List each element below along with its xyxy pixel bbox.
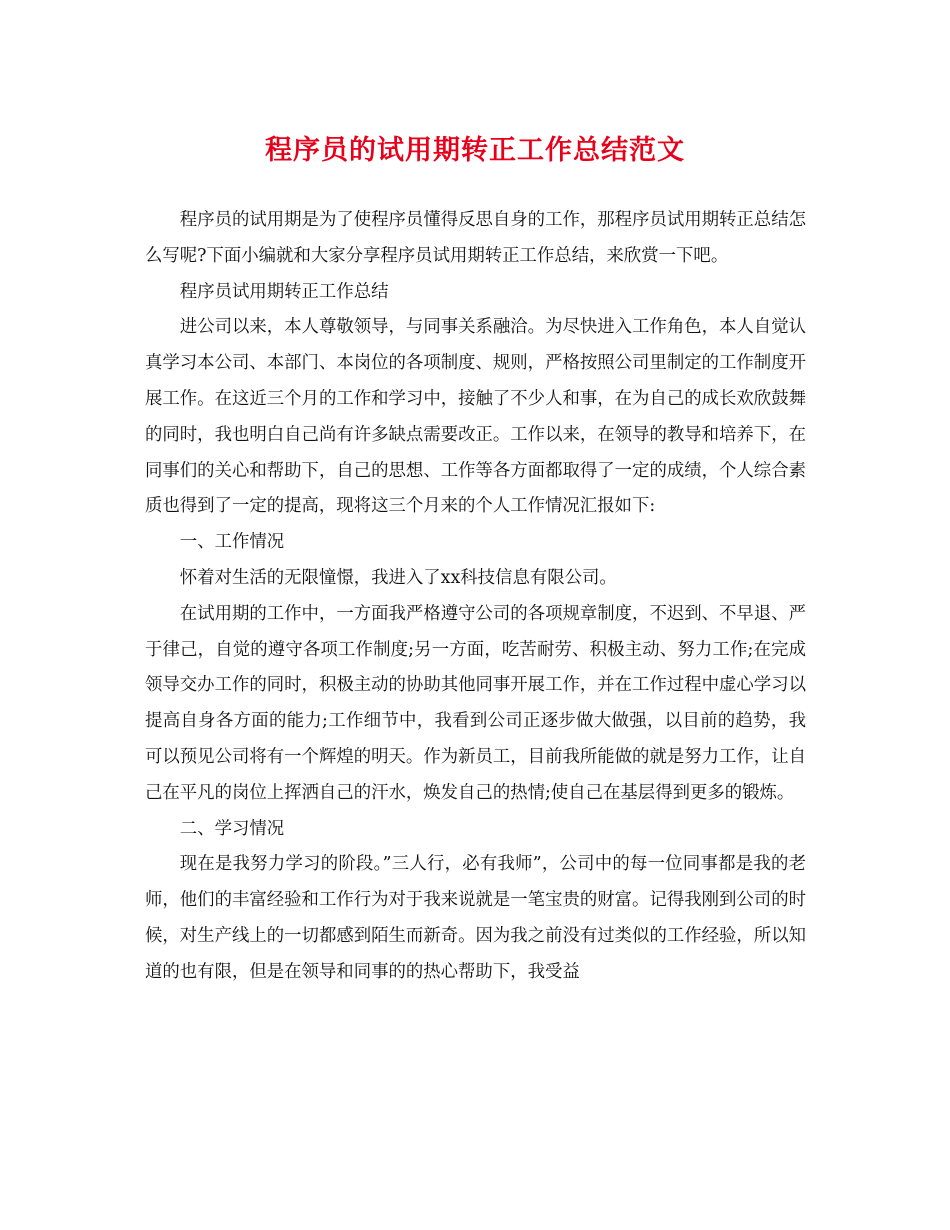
- body-paragraph: 现在是我努力学习的阶段。”三人行，必有我师”，公司中的每一位同事都是我的老师，他们的丰富经验和工作行为对于我来说就是一笔宝贵的财富。记得我刚到公司的时候，对生产线上的一切都感到陌生而新奇。因为我之前没有过类似的工作经验，所以知道的也有限，但是在领导和同事的的热心帮助下，我受益: [145, 854, 806, 982]
- body-paragraph: 怀着对生活的无限憧憬，我进入了xx科技信息有限公司。: [179, 567, 617, 588]
- section-heading-study: 二、学习情况: [179, 818, 285, 839]
- document-body: [145, 203, 806, 991]
- document-title: 程序员的试用期转正工作总结范文: [265, 135, 685, 166]
- body-paragraph: 在试用期的工作中，一方面我严格遵守公司的各项规章制度，不迟到、不早退、严于律己，自觉的遵守各项工作制度;另一方面，吃苦耐劳、积极主动、努力工作;在完成领导交办工作的同时，积极主动的协助其他同事开展工作，并在工作过程中虚心学习以提高自身各方面的能力;工作细节中，我看到公司正逐步做大做强，以目前的趋势，我可以预见公司将有一个辉煌的明天。作为新员工，目前我所能做的就是努力工作，让自己在平凡的岗位上挥洒自己的汗水，焕发自己的热情;使自己在基层得到更多的锻炼。: [145, 603, 806, 803]
- body-paragraph: 进公司以来，本人尊敬领导，与同事关系融洽。为尽快进入工作角色，本人自觉认真学习本公司、本部门、本岗位的各项制度、规则，严格按照公司里制定的工作制度开展工作。在这近三个月的工作和学习中，接触了不少人和事，在为自己的成长欢欣鼓舞的同时，我也明白自己尚有许多缺点需要改正。工作以来，在领导的教导和培养下，在同事们的关心和帮助下，自己的思想、工作等各方面都取得了一定的成绩，个人综合素质也得到了一定的提高，现将这三个月来的个人工作情况汇报如下:: [145, 317, 806, 517]
- intro-paragraph: 程序员的试用期是为了使程序员懂得反思自身的工作，那程序员试用期转正总结怎么写呢?下面小编就和大家分享程序员试用期转正工作总结，来欣赏一下吧。: [145, 210, 806, 266]
- section-heading-summary: 程序员试用期转正工作总结: [179, 281, 389, 302]
- section-heading-work: 一、工作情况: [179, 532, 285, 553]
